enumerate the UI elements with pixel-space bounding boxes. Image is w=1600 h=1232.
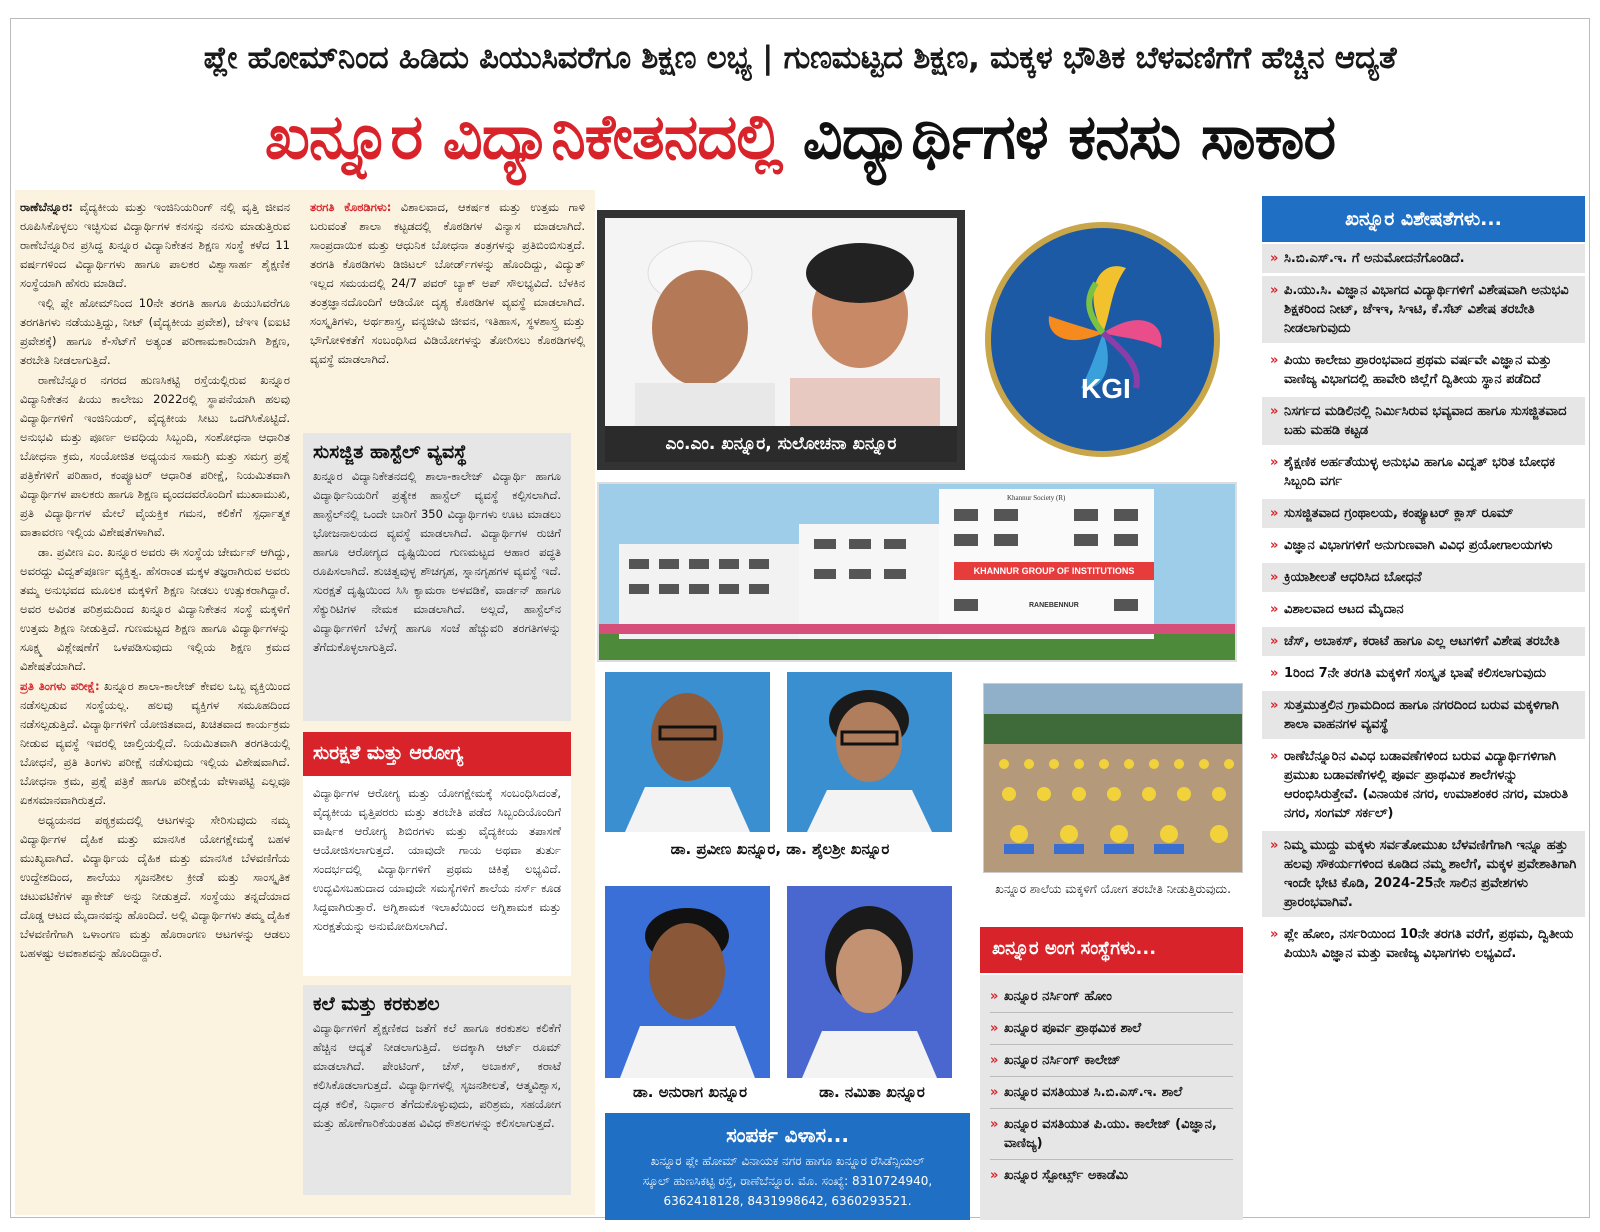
article-paragraph (310, 198, 585, 369)
list-item: » ಚೆಸ್, ಅಬಾಕಸ್, ಕರಾಟೆ ಹಾಗೂ ಎಲ್ಲ ಆಟಗಳಿಗೆ ವಿಶೇಷ ತರಬೇತಿ (1262, 627, 1585, 656)
article-text: ವಿಶಾಲವಾದ, ಆಕರ್ಷಕ ಮತ್ತು ಉತ್ತಮ ಗಾಳಿ ಬರುವಂತೆ ಶಾಲಾ ಕಟ್ಟಡದಲ್ಲಿ ಕೊಠಡಿಗಳ ವಿನ್ಯಾಸ ಮಾಡಲಾಗಿದೆ. ಸಾಂಪ್ರದಾಯಿಕ ಮತ್ತು ಆಧುನಿಕ ಬೋಧನಾ ತಂತ್ರಗಳನ್ನು ಪ್ರತಿಬಿಂಬಿಸುತ್ತದೆ. ತರಗತಿ ಕೊಠಡಿಗಳು ಡಿಜಿಟಲ್ ಬೋರ್ಡ್‌ಗಳನ್ನು ಹೊಂದಿದ್ದು, ವಿದ್ಯುತ್ ಇಲ್ಲದ ಸಮಯದಲ್ಲಿ 24/7 ಪವರ್ ಬ್ಯಾಕ್ ಅಪ್ ಸೌಲಭ್ಯವಿದೆ. ಬೆಳಕಿನ ತಂತ್ರಜ್ಞಾನದೊಂದಿಗೆ ಆಡಿಯೋ ದೃಶ್ಯ ಕೊಠಡಿಗಳ ವ್ಯವಸ್ಥೆ ಮಾಡಲಾಗಿದೆ. ಸಂಸ್ಕೃತಿಗಳು, ಅರ್ಥಶಾಸ್ತ್ರ, ವನ್ಯಜೀವಿ ಜೀವನ, ಇತಿಹಾಸ, ಸ್ಥಳಶಾಸ್ತ್ರ ಮತ್ತು ಭೌಗೋಳಿಕತೆಗೆ ಸಂಬಂಧಿಸಿದ ವಿಡಿಯೋಗಳನ್ನು ತೋರಿಸಲು ಕೊಠಡಿಗಳಲ್ಲಿ ವ್ಯವಸ್ಥೆ ಮಾಡಲಾಗಿದೆ. (310, 200, 585, 366)
pinwheel-icon (991, 228, 1214, 451)
doctor-portrait (605, 672, 770, 832)
list-item: » ಕ್ರಿಯಾಶೀಲತೆ ಆಧರಿಸಿದ ಬೋಧನೆ (1262, 563, 1585, 592)
list-item: » ಖನ್ನೂರ ವಸತಿಯುತ ಸಿ.ಬಿ.ಎಸ್.ಇ. ಶಾಲೆ (990, 1077, 1233, 1109)
founders-caption: ಎಂ.ಎಂ. ಖನ್ನೂರ, ಸುಲೋಚನಾ ಖನ್ನೂರ (605, 426, 957, 462)
list-item: » ಸುಸಜ್ಜಿತವಾದ ಗ್ರಂಥಾಲಯ, ಕಂಪ್ಯೂಟರ್ ಕ್ಲಾಸ್ ರೂಮ್ (1262, 499, 1585, 528)
founders-photo (597, 210, 965, 470)
subhead-classrooms: ತರಗತಿ ಕೊಠಡಿಗಳು: (310, 200, 392, 214)
arts-title: ಕಲೆ ಮತ್ತು ಕರಕುಶಲ (313, 993, 440, 1015)
doctor-caption-anurag: ಡಾ. ಅನುರಾಗ ಖನ್ನೂರ (632, 1083, 748, 1101)
list-item: » ಪಿಯು ಕಾಲೇಜು ಪ್ರಾರಂಭವಾದ ಪ್ರಥಮ ವರ್ಷವೇ ವಿಜ್ಞಾನ ಮತ್ತು ವಾಣಿಜ್ಯ ವಿಭಾಗದಲ್ಲಿ ಹಾವೇರಿ ಜಿಲ್ಲೆಗೆ ದ್ವಿತೀಯ ಸ್ಥಾನ ಪಡೆದಿದೆ (1262, 346, 1585, 394)
article-column-1 (20, 198, 290, 1213)
doctor-photo-praveen (605, 672, 770, 832)
list-item: » ಪ್ಲೇ ಹೋಂ, ನರ್ಸರಿಯಿಂದ 10ನೇ ತರಗತಿ ವರೆಗೆ, ಪ್ರಥಮ, ದ್ವಿತೀಯ ಪಿಯುಸಿ ವಿಜ್ಞಾನ ಮತ್ತು ವಾಣಿಜ್ಯ ವಿಭಾಗಗಳು ಲಭ್ಯವಿದೆ. (1262, 920, 1585, 968)
building-location-sign: RANEBENNUR (1029, 602, 1079, 609)
subheadline: ಪ್ಲೇ ಹೋಮ್‌ನಿಂದ ಹಿಡಿದು ಪಿಯುಸಿವರೆಗೂ ಶಿಕ್ಷಣ ಲಭ್ಯ | ಗುಣಮಟ್ಟದ ಶಿಕ್ಷಣ, ಮಕ್ಕಳ ಭೌತಿಕ ಬೆಳವಣಿಗೆಗೆ ಹೆಚ್ಚಿನ ಆದ್ಯತೆ (203, 40, 1397, 76)
list-item: » ಪಿ.ಯು.ಸಿ. ವಿಜ್ಞಾನ ವಿಭಾಗದ ವಿದ್ಯಾರ್ಥಿಗಳಿಗೆ ವಿಶೇಷವಾಗಿ ಅನುಭವಿ ಶಿಕ್ಷಕರಿಂದ ನೀಟ್, ಜೆಇಇ, ಸಿಇಟಿ, ಕೆ.ಸೆಟ್ ವಿಶೇಷ ತರಬೇತಿ ನೀಡಲಾಗುವುದು (1262, 276, 1585, 343)
logo-text: KGI (1081, 373, 1131, 404)
list-item: » ಖನ್ನೂರ ನರ್ಸಿಂಗ್ ಕಾಲೇಜ್ (990, 1045, 1233, 1077)
hostel-title: ಸುಸಜ್ಜಿತ ಹಾಸ್ಟೆಲ್ ವ್ಯವಸ್ಥೆ (313, 441, 467, 463)
dateline: ರಾಣೆಬೆನ್ನೂರ: (20, 200, 73, 214)
doctor-photo-shailashree (787, 672, 952, 832)
list-item: » ವಿಜ್ಞಾನ ವಿಭಾಗಗಳಿಗೆ ಅನುಗುಣವಾಗಿ ವಿವಿಧ ಪ್ರಯೋಗಾಲಯಗಳು (1262, 531, 1585, 560)
arts-body: ವಿದ್ಯಾರ್ಥಿಗಳಿಗೆ ಶೈಕ್ಷಣಿಕದ ಜತೆಗೆ ಕಲೆ ಹಾಗೂ ಕರಕುಶಲ ಕಲಿಕೆಗೆ ಹೆಚ್ಚಿನ ಆದ್ಯತೆ ನೀಡಲಾಗುತ್ತಿದೆ. ಅದಕ್ಕಾಗಿ ಆರ್ಟ್ ರೂಮ್ ಮಾಡಲಾಗಿದೆ. ಪೇಂಟಿಂಗ್, ಚೆಸ್, ಅಬಾಕಸ್, ಕರಾಟೆ ಕಲಿಸಿಕೊಡಲಾಗುತ್ತದೆ. ವಿದ್ಯಾರ್ಥಿಗಳಲ್ಲಿ ಸೃಜನಶೀಲತೆ, ಆತ್ಮವಿಶ್ವಾಸ, ದೃಢ ಕಲಿಕೆ, ನಿರ್ಧಾರ ತೆಗೆದುಕೊಳ್ಳುವುದು, ಪರಿಶ್ರಮ, ಸಹಯೋಗ ಮತ್ತು ಹೊಣೆಗಾರಿಕೆಯಂತಹ ವಿವಿಧ ಕೌಶಲಗಳನ್ನು ಕಲಿಸಲಾಗುತ್ತದೆ. (313, 1021, 561, 1130)
yoga-illustration (984, 684, 1243, 873)
branches-list (980, 975, 1243, 1197)
contact-line: ಖನ್ನೂರ ಪ್ಲೇ ಹೋಮ್ ವಿನಾಯಕ ನಗರ ಹಾಗೂ ಖನ್ನೂರ ರೆಸಿಡೆನ್ಸಿಯಲ್ (650, 1154, 925, 1168)
headline (10, 100, 1590, 174)
list-item: » ಸುತ್ತಮುತ್ತಲಿನ ಗ್ರಾಮದಿಂದ ಹಾಗೂ ನಗರದಿಂದ ಬರುವ ಮಕ್ಕಳಿಗಾಗಿ ಶಾಲಾ ವಾಹನಗಳ ವ್ಯವಸ್ಥೆ (1262, 691, 1585, 739)
doctor-portrait (787, 672, 952, 832)
building-top-sign: Khannur Society (R) (1007, 494, 1066, 502)
list-item: » ಖನ್ನೂರ ನರ್ಸಿಂಗ್ ಹೋಂ (990, 981, 1233, 1013)
yoga-caption: ಖನ್ನೂರ ಶಾಲೆಯ ಮಕ್ಕಳಿಗೆ ಯೋಗ ತರಬೇತಿ ನೀಡುತ್ತಿರುವುದು. (995, 882, 1231, 896)
subhead-monthly-exam: ಪ್ರತಿ ತಿಂಗಳು ಪರೀಕ್ಷೆ: (20, 679, 100, 693)
doctor-photo-anurag (605, 886, 770, 1078)
headline-black: ವಿದ್ಯಾರ್ಥಿಗಳ ಕನಸು ಸಾಕಾರ (802, 100, 1336, 173)
list-item: » ನಿಸರ್ಗದ ಮಡಿಲಿನಲ್ಲಿ ನಿರ್ಮಿಸಿರುವ ಭವ್ಯವಾದ ಹಾಗೂ ಸುಸಜ್ಜಿತವಾದ ಬಹು ಮಹಡಿ ಕಟ್ಟಡ (1262, 397, 1585, 445)
article-paragraph: ಅಧ್ಯಯನದ ಪಠ್ಯಕ್ರಮದಲ್ಲಿ ಆಟಗಳನ್ನು ಸೇರಿಸುವುದು ನಮ್ಮ ವಿದ್ಯಾರ್ಥಿಗಳ ದೈಹಿಕ ಮತ್ತು ಮಾನಸಿಕ ಯೋಗಕ್ಷೇಮಕ್ಕೆ ಬಹಳ ಮುಖ್ಯವಾಗಿದೆ. ವಿದ್ಯಾರ್ಥಿಯ ದೈಹಿಕ ಮತ್ತು ಮಾನಸಿಕ ಬೆಳವಣಿಗೆಯ ಉದ್ದೇಶದಿಂದ, ಶಾಲೆಯು ಸೃಜನಶೀಲ ಕ್ರೀಡೆ ಮತ್ತು ಸಾಂಸ್ಕೃತಿಕ ಚಟುವಟಿಕೆಗಳ ಪ್ಯಾಕೇಜ್ ಅನ್ನು ನೀಡುತ್ತದೆ. ಸಂಸ್ಥೆಯು ತನ್ನದೆಯಾದ ದೊಡ್ಡ ಆಟದ ಮೈದಾನವನ್ನು ಹೊಂದಿದೆ. ಅಲ್ಲಿ ವಿದ್ಯಾರ್ಥಿಗಳು ತಮ್ಮ ದೈಹಿಕ ಬೆಳವಣಿಗೆಗಾಗಿ ಒಳಾಂಗಣ ಮತ್ತು ಹೊರಾಂಗಣ ಆಟಗಳನ್ನು ಆಡಲು ಬಹಳಷ್ಟು ಅವಕಾಶವನ್ನು ಹೊಂದಿದ್ದಾರೆ. (20, 813, 290, 960)
hostel-body: ಖನ್ನೂರ ವಿದ್ಯಾನಿಕೇತನದಲ್ಲಿ ಶಾಲಾ-ಕಾಲೇಜ್ ವಿದ್ಯಾರ್ಥಿ ಹಾಗೂ ವಿದ್ಯಾರ್ಥಿನಿಯರಿಗೆ ಪ್ರತ್ಯೇಕ ಹಾಸ್ಟೆಲ್ ವ್ಯವಸ್ಥೆ ಕಲ್ಪಿಸಲಾಗಿದೆ. ಹಾಸ್ಟೆಲ್‌ನಲ್ಲಿ ಒಂದೇ ಬಾರಿಗೆ 350 ವಿದ್ಯಾರ್ಥಿಗಳು ಊಟ ಮಾಡಲು ಭೋಜನಾಲಯದ ವ್ಯವಸ್ಥೆ ಮಾಡಲಾಗಿದೆ. ವಿದ್ಯಾರ್ಥಿಗಳ ರುಚಿಗೆ ಹಾಗೂ ಆರೋಗ್ಯದ ದೃಷ್ಟಿಯಿಂದ ಗುಣಮಟ್ಟದ ಆಹಾರ ಪದ್ಧತಿ ರೂಪಿಸಲಾಗಿದೆ. ಶುಚಿತ್ವವುಳ್ಳ ಶೌಚಗೃಹ, ಸ್ನಾನಗೃಹಗಳ ವ್ಯವಸ್ಥೆ ಇದೆ. ಸುರಕ್ಷತೆ ದೃಷ್ಟಿಯಿಂದ ಸಿಸಿ ಕ್ಯಾಮರಾ ಅಳವಡಿಕೆ, ವಾರ್ಡನ್ ಹಾಗೂ ಸೆಕ್ಯುರಿಟಿಗಳ ನೇಮಕ ಮಾಡಲಾಗಿದೆ. ಅಲ್ಲದೆ, ಹಾಸ್ಟೆಲ್‌ನ ವಿದ್ಯಾರ್ಥಿಗಳಿಗೆ ಬೆಳಗ್ಗೆ ಹಾಗೂ ಸಂಜೆ ಹೆಚ್ಚುವರಿ ತರಗತಿಗಳನ್ನು ತೆಗೆದುಕೊಳ್ಳಲಾಗುತ್ತಿದೆ. (313, 469, 561, 654)
list-item: » ಸಿ.ಬಿ.ಎಸ್.ಇ. ಗೆ ಅನುಮೋದನೆಗೊಂಡಿದೆ. (1262, 244, 1585, 273)
building-sign: KHANNUR GROUP OF INSTITUTIONS (954, 562, 1154, 580)
doctor-portrait (605, 886, 770, 1078)
article-paragraph (20, 677, 290, 810)
safety-box (303, 776, 571, 976)
safety-body: ವಿದ್ಯಾರ್ಥಿಗಳ ಆರೋಗ್ಯ ಮತ್ತು ಯೋಗಕ್ಷೇಮಕ್ಕೆ ಸಂಬಂಧಿಸಿದಂತೆ, ವೈದ್ಯಕೀಯ ವೃತ್ತಿಪರರು ಮತ್ತು ತರಬೇತಿ ಪಡೆದ ಸಿಬ್ಬಂದಿಯೊಂದಿಗೆ ವಾರ್ಷಿಕ ಆರೋಗ್ಯ ಶಿಬಿರಗಳು ಮತ್ತು ವೈದ್ಯಕೀಯ ತಪಾಸಣೆ ಆಯೋಜಿಸಲಾಗುತ್ತದೆ. ಯಾವುದೇ ಗಾಯ ಅಥವಾ ತುರ್ತು ಸಂದರ್ಭದಲ್ಲಿ ವಿದ್ಯಾರ್ಥಿಗಳಿಗೆ ಪ್ರಥಮ ಚಿಕಿತ್ಸೆ ಲಭ್ಯವಿದೆ. ಉದ್ಭವಿಸಬಹುದಾದ ಯಾವುದೇ ಸಮಸ್ಯೆಗಳಿಗೆ ಶಾಲೆಯ ನರ್ಸ್ ಕೂಡ ಸಿದ್ಧವಾಗಿರುತ್ತಾರೆ. ಅಗ್ನಿಶಾಮಕ ಇಲಾಖೆಯಿಂದ ಅಗ್ನಿಶಾಮಕ ಮತ್ತು ಸುರಕ್ಷತೆಯನ್ನು ಅನುಮೋದಿಸಲಾಗಿದೆ. (313, 786, 561, 933)
list-item: » ಶೈಕ್ಷಣಿಕ ಅರ್ಹತೆಯುಳ್ಳ ಅನುಭವಿ ಹಾಗೂ ವಿದ್ವತ್ ಭರಿತ ಬೋಧಕ ಸಿಬ್ಬಂದಿ ವರ್ಗ (1262, 448, 1585, 496)
branches-box (980, 975, 1243, 1220)
doctor-portrait (787, 886, 952, 1078)
article-paragraph: ಡಾ. ಪ್ರವೀಣ ಎಂ. ಖನ್ನೂರ ಅವರು ಈ ಸಂಸ್ಥೆಯ ಚೇರ್ಮನ್ ಆಗಿದ್ದು, ಅವರದ್ದು ವಿದ್ವತ್‌ಪೂರ್ಣ ವ್ಯಕ್ತಿತ್ವ. ಹೆಸರಾಂತ ಮಕ್ಕಳ ತಜ್ಞರಾಗಿರುವ ಅವರು ತಮ್ಮ ಅನುಭವದ ಮೂಲಕ ಮಕ್ಕಳಿಗೆ ಶಿಕ್ಷಣ ನೀಡಲು ಉತ್ಸುಕರಾಗಿದ್ದಾರೆ. ಅವರ ಅವಿರತ ಪರಿಶ್ರಮದಿಂದ ಖನ್ನೂರ ವಿದ್ಯಾನಿಕೇತನ ಸಂಸ್ಥೆ ಮಕ್ಕಳಿಗೆ ಉತ್ತಮ ಶಿಕ್ಷಣ ನೀಡುತ್ತಿದೆ. ಗುಣಮಟ್ಟದ ಶಿಕ್ಷಣ ಹಾಗೂ ವಿದ್ಯಾರ್ಥಿಗಳನ್ನು ಸೂಕ್ಷ್ಮ ವಿಶ್ಲೇಷಣೆಗೆ ಒಳಪಡಿಸುವುದು ಇಲ್ಲಿಯ ಶಿಕ್ಷಣ ಕ್ರಮದ ವಿಶೇಷತೆಯಾಗಿದೆ. (20, 545, 290, 673)
doctors-caption-top: ಡಾ. ಪ್ರವೀಣ ಖನ್ನೂರ, ಡಾ. ಶೈಲಶ್ರೀ ಖನ್ನೂರ (670, 840, 890, 858)
kgi-logo (985, 222, 1220, 457)
features-title: ಖನ್ನೂರ ವಿಶೇಷತೆಗಳು... (1262, 196, 1585, 242)
campus-building-photo (597, 482, 1237, 662)
article-paragraph (20, 198, 290, 293)
doctor-photo-namita (787, 886, 952, 1078)
branches-title: ಖನ್ನೂರ ಅಂಗ ಸಂಸ್ಥೆಗಳು... (980, 927, 1243, 973)
hostel-box (303, 433, 571, 721)
contact-title: ಸಂಪರ್ಕ ವಿಳಾಸ... (726, 1123, 849, 1147)
article-text: ಖನ್ನೂರ ಶಾಲಾ-ಕಾಲೇಜ್ ಕೇವಲ ಒಬ್ಬ ವ್ಯಕ್ತಿಯಿಂದ ನಡೆಸಲ್ಪಡುವ ಸಂಸ್ಥೆಯಲ್ಲ. ಹಲವು ವ್ಯಕ್ತಿಗಳ ಸಮೂಹದಿಂದ ನಡೆಸಲ್ಪಡುತ್ತಿದೆ. ವಿದ್ಯಾರ್ಥಿಗಳಿಗೆ ಯೋಜಿತವಾದ, ಖಚಿತವಾದ ಕಾರ್ಯಕ್ರಮ ನೀಡುವ ವ್ಯವಸ್ಥೆ ಇವರಲ್ಲಿ ಚಾಲ್ತಿಯಲ್ಲಿದೆ. ನಿಯಮಿತವಾಗಿ ತರಗತಿಯಲ್ಲಿ ಬೋಧನೆ, ಪ್ರತಿ ತಿಂಗಳು ಪರೀಕ್ಷೆ ನಡೆಸುವುದು ಇಲ್ಲಿಯ ವಿಶೇಷವಾಗಿದೆ. ಬೋಧನಾ ಕ್ರಮ, ಪ್ರಶ್ನೆ ಪತ್ರಿಕೆ ಹಾಗೂ ಪರೀಕ್ಷೆಯ ವೇಳಾಪಟ್ಟಿ ಎಲ್ಲವೂ ಏಕಸಮಾನವಾಗಿರುತ್ತದೆ. (20, 679, 290, 807)
list-item: » ರಾಣೆಬೆನ್ನೂರಿನ ವಿವಿಧ ಬಡಾವಣೆಗಳಿಂದ ಬರುವ ವಿದ್ಯಾರ್ಥಿಗಳಿಗಾಗಿ ಪ್ರಮುಖ ಬಡಾವಣೆಗಳಲ್ಲಿ ಪೂರ್ವ ಪ್ರಾಥಮಿಕ ಶಾಲೆಗಳನ್ನು ಆರಂಭಿಸಿರುತ್ತೇವೆ. (ವಿನಾಯಕ ನಗರ, ಉಮಾಶಂಕರ ನಗರ, ಮಾರುತಿ ನಗರ, ಸಂಗಮ್ ಸರ್ಕಲ್) (1262, 742, 1585, 828)
list-item: » 1ರಿಂದ 7ನೇ ತರಗತಿ ಮಕ್ಕಳಿಗೆ ಸಂಸ್ಕೃತ ಭಾಷೆ ಕಲಿಸಲಾಗುವುದು (1262, 659, 1585, 688)
list-item: » ಖನ್ನೂರ ವಸತಿಯುತ ಪಿ.ಯು. ಕಾಲೇಜ್ (ವಿಜ್ಞಾನ, ವಾಣಿಜ್ಯ) (990, 1109, 1233, 1160)
arts-box (303, 985, 571, 1195)
list-item: » ಖನ್ನೂರ ಸ್ಪೋರ್ಟ್ಸ್ ಅಕಾಡೆಮಿ (990, 1160, 1233, 1191)
article-text: ವೈದ್ಯಕೀಯ ಮತ್ತು ಇಂಜಿನಿಯರಿಂಗ್ ನಲ್ಲಿ ವೃತ್ತಿ ಜೀವನ ರೂಪಿಸಿಕೊಳ್ಳಲು ಇಚ್ಛಿಸುವ ವಿದ್ಯಾರ್ಥಿಗಳ ಕನಸನ್ನು ನನಸು ಮಾಡುತ್ತಿರುವ ರಾಣೆಬೆನ್ನೂರಿನ ಪ್ರಸಿದ್ಧ ಖನ್ನೂರ ವಿದ್ಯಾನಿಕೇತನ ಶಿಕ್ಷಣ ಸಂಸ್ಥೆ ಕಳೆದ 11 ವರ್ಷಗಳಿಂದ ವಿದ್ಯಾರ್ಥಿಗಳು ಹಾಗೂ ಪಾಲಕರ ವಿಶ್ವಾಸಾರ್ಹ ಶೈಕ್ಷಣಿಕ ಸಂಸ್ಥೆಯಾಗಿ ಹೆಸರು ಮಾಡಿದೆ. (20, 200, 290, 290)
article-paragraph: ಇಲ್ಲಿ ಪ್ಲೇ ಹೋಮ್‌ನಿಂದ 10ನೇ ತರಗತಿ ಹಾಗೂ ಪಿಯುಸಿವರೆಗೂ ತರಗತಿಗಳು ನಡೆಯುತ್ತಿದ್ದು, ನೀಟ್ (ವೈದ್ಯಕೀಯ ಪ್ರವೇಶ), ಜೆಇಇ (ಐಐಟಿ ಪ್ರವೇಶಕ್ಕೆ) ಹಾಗೂ ಕೆ-ಸೆಟ್‌ಗೆ ಅತ್ಯಂತ ಪರಿಣಾಮಕಾರಿಯಾಗಿ ಶಿಕ್ಷಣ, ತರಬೇತಿ ನೀಡಲಾಗುತ್ತಿದೆ. (20, 296, 290, 367)
safety-title: ಸುರಕ್ಷತೆ ಮತ್ತು ಆರೋಗ್ಯ (303, 732, 571, 776)
list-item: » ಖನ್ನೂರ ಪೂರ್ವ ಪ್ರಾಥಮಿಕ ಶಾಲೆ (990, 1013, 1233, 1045)
contact-line: 6362418128, 8431998642, 6360293521. (663, 1194, 912, 1208)
founders-portrait (605, 218, 957, 428)
list-item: » ವಿಶಾಲವಾದ ಆಟದ ಮೈದಾನ (1262, 595, 1585, 624)
article-paragraph: ರಾಣೆಬೆನ್ನೂರ ನಗರದ ಹುಣಸಿಕಟ್ಟಿ ರಸ್ತೆಯಲ್ಲಿರುವ ಖನ್ನೂರ ವಿದ್ಯಾನಿಕೇತನ ಪಿಯು ಕಾಲೇಜು 2022ರಲ್ಲಿ ಸ್ಥಾಪನೆಯಾಗಿ ಹಲವು ವಿದ್ಯಾರ್ಥಿಗಳಿಗೆ ಇಂಜಿನಿಯರ್, ವೈದ್ಯಕೀಯ ಸೀಟು ಒದಗಿಸಿಕೊಟ್ಟಿದೆ. ಅನುಭವಿ ಮತ್ತು ಪೂರ್ಣ ಅವಧಿಯ ಸಿಬ್ಬಂದಿ, ಸಂಶೋಧನಾ ಆಧಾರಿತ ಬೋಧನಾ ಕ್ರಮ, ಸಂಯೋಜಿತ ಅಧ್ಯಯನ ಸಾಮಗ್ರಿ ಮತ್ತು ಸಮಗ್ರ ಪ್ರಶ್ನೆ ಪತ್ರಿಕೆಗಳಿಗೆ ಪರಿಹಾರ, ಕಂಪ್ಯೂಟರ್ ಆಧಾರಿತ ಪರೀಕ್ಷೆ, ನಿಯಮಿತವಾಗಿ ವಿದ್ಯಾರ್ಥಿಗಳ ಪಾಲಕರು ಹಾಗೂ ಶಿಕ್ಷಣ ವೃಂದದವರೊಂದಿಗೆ ಮುಖಾಮುಖಿ, ಪ್ರತಿ ವಿದ್ಯಾರ್ಥಿಗಳ ಮೇಲೆ ವೈಯಕ್ತಿಕ ಗಮನ, ಕಲಿಕೆಗೆ ಸ್ಪರ್ಧಾತ್ಮಕ ವಾತಾವರಣ ಇಲ್ಲಿಯ ವಿಶೇಷತೆಗಳಾಗಿವೆ. (20, 373, 290, 539)
contact-body (605, 1147, 970, 1215)
headline-red: ಖನ್ನೂರ ವಿದ್ಯಾನಿಕೇತನದಲ್ಲಿ (264, 100, 783, 173)
features-list (1262, 244, 1585, 971)
contact-box (605, 1113, 970, 1220)
contact-line: ಸ್ಕೂಲ್ ಹುಣಸಿಕಟ್ಟಿ ರಸ್ತೆ, ರಾಣೆಬೆನ್ನೂರ. ಮೊ. ಸಂಖ್ಯೆ: 8310724940, (642, 1174, 933, 1188)
article-column-2 (310, 198, 585, 428)
list-item: » ನಿಮ್ಮ ಮುದ್ದು ಮಕ್ಕಳು ಸರ್ವತೋಮುಖ ಬೆಳವಣಿಗೆಗಾಗಿ ಇನ್ನೂ ಹತ್ತು ಹಲವು ಸೌಕರ್ಯಗಳಿಂದ ಕೂಡಿದ ನಮ್ಮ ಶಾಲೆಗೆ, ಮಕ್ಕಳ ಪ್ರವೇಶಾತಿಗಾಗಿ ಇಂದೇ ಭೇಟಿ ಕೊಡಿ, 2024-25ನೇ ಸಾಲಿನ ಪ್ರವೇಶಗಳು ಪ್ರಾರಂಭವಾಗಿವೆ. (1262, 831, 1585, 917)
yoga-photo (983, 683, 1243, 873)
doctor-caption-namita: ಡಾ. ನಮಿತಾ ಖನ್ನೂರ (819, 1083, 925, 1101)
